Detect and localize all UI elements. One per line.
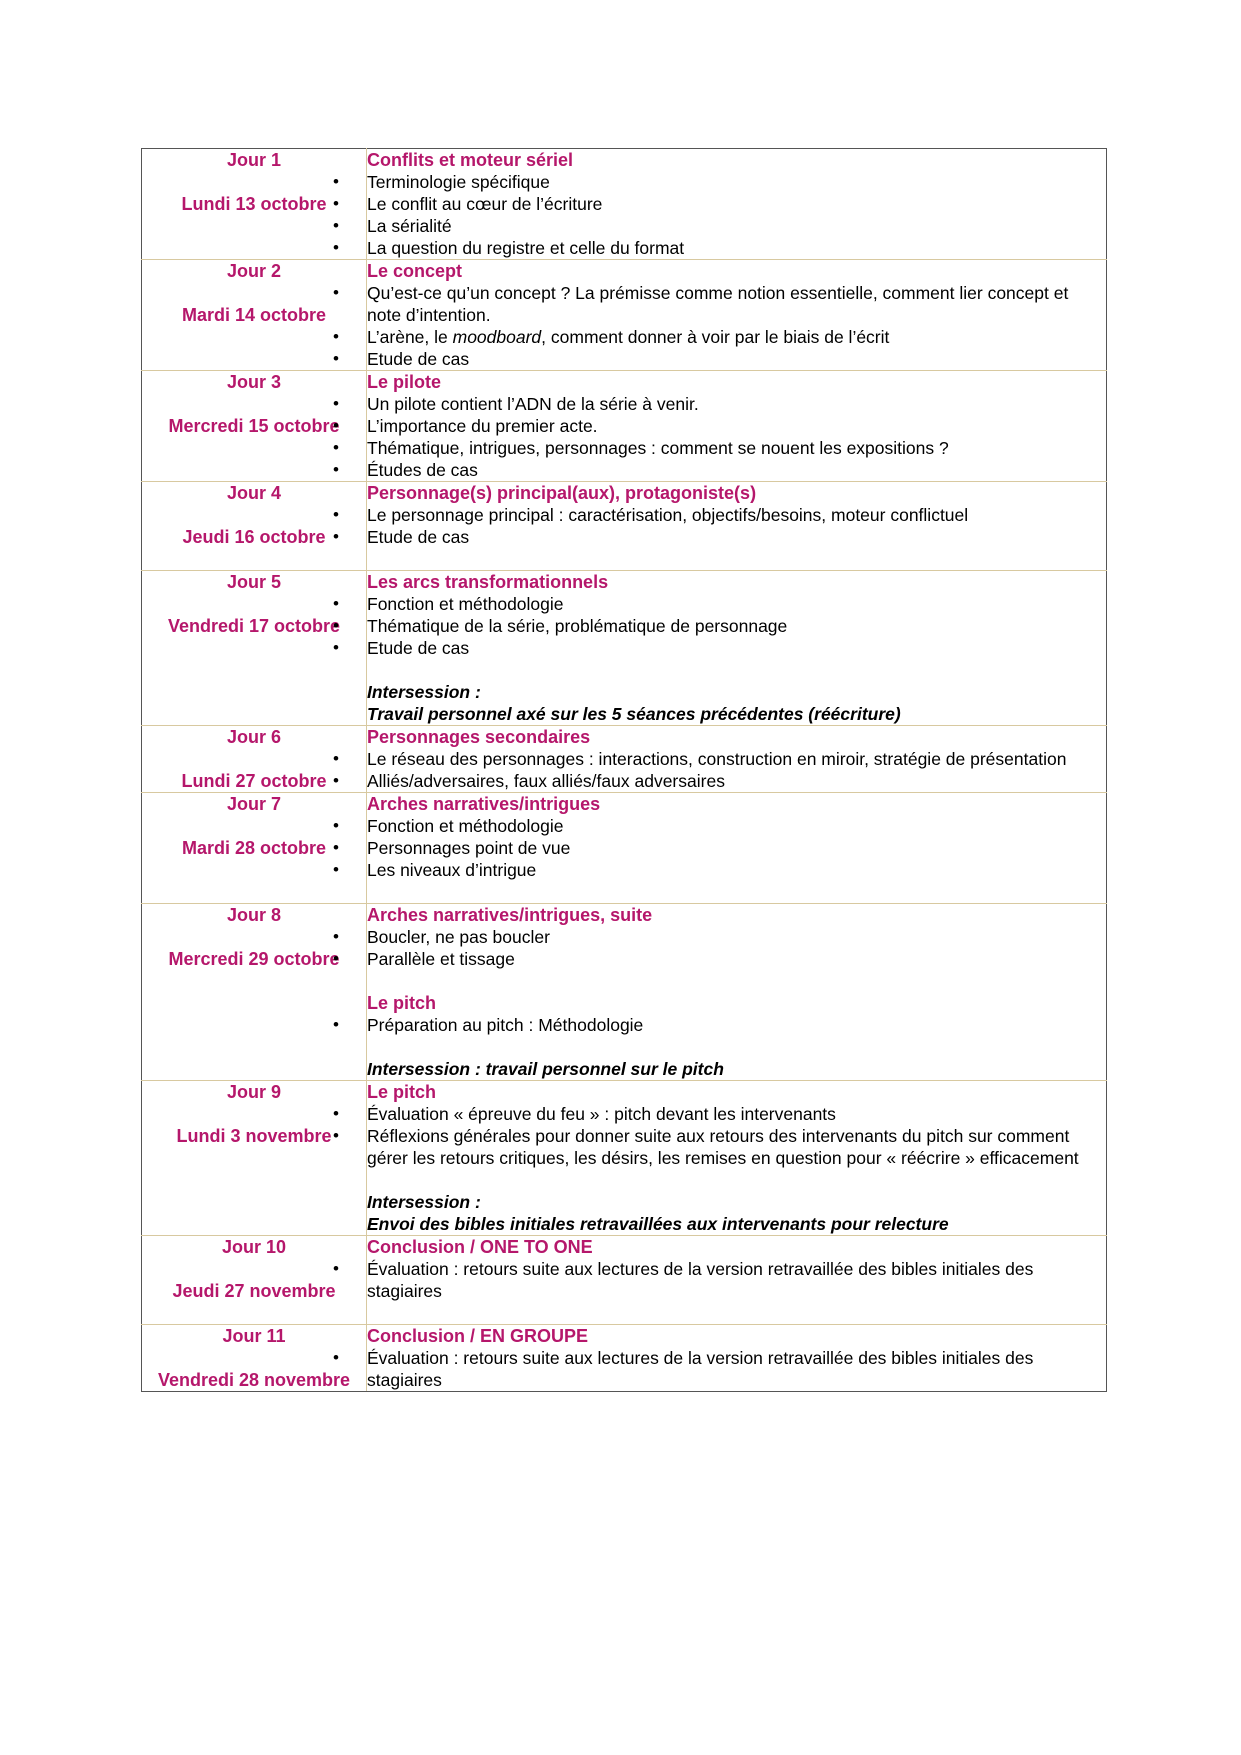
day-label: Jour 11 xyxy=(222,1326,286,1346)
day-label: Jour 7 xyxy=(226,794,282,814)
schedule-body xyxy=(142,149,1107,1392)
spacer xyxy=(367,659,1106,681)
day-label: Jour 8 xyxy=(226,905,282,925)
list-item-text: , comment donner à voir par le biais de l’écrit xyxy=(541,327,890,347)
list-item: • Etude de cas xyxy=(367,348,1106,370)
bullet-list xyxy=(367,1014,1106,1036)
section-title: Les arcs transformationnels xyxy=(367,572,609,592)
section-title: Arches narratives/intrigues, suite xyxy=(367,905,653,925)
spacer xyxy=(367,1036,1106,1058)
bullet-list xyxy=(367,504,1106,548)
session-content xyxy=(367,1325,1107,1392)
day-date: Vendredi 28 novembre xyxy=(157,1370,351,1390)
section-title: Conclusion / ONE TO ONE xyxy=(367,1237,593,1257)
day-date: Lundi 3 novembre xyxy=(176,1126,332,1146)
section-title: Conclusion / EN GROUPE xyxy=(367,1326,589,1346)
list-item: • Évaluation : retours suite aux lectures de la version retravaillée des bibles initiales des stagiaires xyxy=(367,1258,1106,1302)
day-date: Mercredi 29 octobre xyxy=(168,949,340,969)
section-title: Le concept xyxy=(367,261,463,281)
session-content xyxy=(367,904,1107,1081)
day-date: Vendredi 17 octobre xyxy=(167,616,341,636)
list-item: • Le conflit au cœur de l’écriture xyxy=(367,193,1106,215)
list-item: • Alliés/adversaires, faux alliés/faux adversaires xyxy=(367,770,1106,792)
intersession-note: Travail personnel axé sur les 5 séances précédentes (réécriture) xyxy=(367,704,901,724)
list-item: • Boucler, ne pas boucler xyxy=(367,926,1106,948)
session-content xyxy=(367,1081,1107,1236)
day-label: Jour 5 xyxy=(226,572,282,592)
schedule-row xyxy=(142,1081,1107,1236)
bullet-list xyxy=(367,926,1106,970)
bullet-list xyxy=(367,1347,1106,1391)
session-content xyxy=(367,371,1107,482)
list-item-text: L’arène, le xyxy=(367,327,453,347)
session-content xyxy=(367,571,1107,726)
section-title: Le pitch xyxy=(367,1082,437,1102)
list-item: • Réflexions générales pour donner suite aux retours des intervenants du pitch sur comment gérer les retours critiques, les désirs, les remises en question pour « réécrire » efficacement xyxy=(367,1125,1106,1169)
intersession-note: Intersession : xyxy=(367,682,481,702)
spacer xyxy=(367,970,1106,992)
list-item: • Personnages point de vue xyxy=(367,837,1106,859)
list-item: • Les niveaux d’intrigue xyxy=(367,859,1106,881)
schedule-row xyxy=(142,482,1107,571)
section-title: Personnages secondaires xyxy=(367,727,591,747)
list-item xyxy=(367,326,1106,348)
section-title: Personnage(s) principal(aux), protagoniste(s) xyxy=(367,483,757,503)
session-content xyxy=(367,726,1107,793)
schedule-row xyxy=(142,904,1107,1081)
day-label: Jour 6 xyxy=(226,727,282,747)
day-label: Jour 4 xyxy=(226,483,282,503)
list-item: • La sérialité xyxy=(367,215,1106,237)
spacer xyxy=(367,1169,1106,1191)
day-label: Jour 2 xyxy=(226,261,282,281)
list-item: • Un pilote contient l’ADN de la série à venir. xyxy=(367,393,1106,415)
day-date: Jeudi 16 octobre xyxy=(182,527,326,547)
bullet-list xyxy=(367,815,1106,881)
bullet-list xyxy=(367,748,1106,792)
day-label: Jour 1 xyxy=(226,150,282,170)
intersession-note: Intersession : xyxy=(367,1192,481,1212)
schedule-row xyxy=(142,793,1107,904)
day-label: Jour 3 xyxy=(226,372,282,392)
day-date: Mercredi 15 octobre xyxy=(168,416,340,436)
section-title: Le pilote xyxy=(367,372,442,392)
schedule-row xyxy=(142,260,1107,371)
session-content xyxy=(367,1236,1107,1325)
day-date: Jeudi 27 novembre xyxy=(172,1281,336,1301)
list-item: • La question du registre et celle du format xyxy=(367,237,1106,259)
list-item: • Préparation au pitch : Méthodologie xyxy=(367,1014,1106,1036)
schedule-row xyxy=(142,571,1107,726)
bullet-list xyxy=(367,171,1106,259)
spacer xyxy=(367,548,1106,570)
bullet-list xyxy=(367,1103,1106,1169)
list-item: • Etude de cas xyxy=(367,526,1106,548)
bullet-list xyxy=(367,282,1106,370)
spacer xyxy=(367,881,1106,903)
schedule-table xyxy=(141,148,1107,1392)
bullet-list xyxy=(367,1258,1106,1302)
day-label: Jour 10 xyxy=(221,1237,287,1257)
schedule-row xyxy=(142,149,1107,260)
list-item: • Fonction et méthodologie xyxy=(367,815,1106,837)
list-item: • Parallèle et tissage xyxy=(367,948,1106,970)
list-item: • Études de cas xyxy=(367,459,1106,481)
list-item: • Le personnage principal : caractérisation, objectifs/besoins, moteur conflictuel xyxy=(367,504,1106,526)
list-item: • Évaluation : retours suite aux lectures de la version retravaillée des bibles initiales des stagiaires xyxy=(367,1347,1106,1391)
list-item: • Évaluation « épreuve du feu » : pitch devant les intervenants xyxy=(367,1103,1106,1125)
section-title: Arches narratives/intrigues xyxy=(367,794,601,814)
session-content xyxy=(367,260,1107,371)
bullet-list xyxy=(367,393,1106,481)
session-content xyxy=(367,793,1107,904)
list-item: • Fonction et méthodologie xyxy=(367,593,1106,615)
list-item: • Thématique de la série, problématique de personnage xyxy=(367,615,1106,637)
list-item-italic: moodboard xyxy=(452,327,542,347)
list-item: • Etude de cas xyxy=(367,637,1106,659)
list-item: • Le réseau des personnages : interactions, construction en miroir, stratégie de présentation xyxy=(367,748,1106,770)
bullet-list xyxy=(367,593,1106,659)
schedule-row xyxy=(142,1236,1107,1325)
session-content xyxy=(367,482,1107,571)
list-item: • L’importance du premier acte. xyxy=(367,415,1106,437)
day-date: Lundi 27 octobre xyxy=(181,771,327,791)
schedule-row xyxy=(142,726,1107,793)
list-item: • Qu’est-ce qu’un concept ? La prémisse comme notion essentielle, comment lier concept et note d’intention. xyxy=(367,282,1106,326)
section-title: Conflits et moteur sériel xyxy=(367,150,574,170)
spacer xyxy=(367,1302,1106,1324)
session-content xyxy=(367,149,1107,260)
day-label: Jour 9 xyxy=(226,1082,282,1102)
day-cell xyxy=(142,1236,367,1325)
schedule-row xyxy=(142,1325,1107,1392)
list-item: • Thématique, intrigues, personnages : comment se nouent les expositions ? xyxy=(367,437,1106,459)
day-date: Lundi 13 octobre xyxy=(181,194,327,214)
section-title: Le pitch xyxy=(367,993,437,1013)
intersession-note: Envoi des bibles initiales retravaillées aux intervenants pour relecture xyxy=(367,1214,949,1234)
day-date: Mardi 14 octobre xyxy=(181,305,327,325)
list-item: • Terminologie spécifique xyxy=(367,171,1106,193)
schedule-row xyxy=(142,371,1107,482)
day-date: Mardi 28 octobre xyxy=(181,838,327,858)
intersession-note: Intersession : travail personnel sur le pitch xyxy=(367,1059,724,1079)
